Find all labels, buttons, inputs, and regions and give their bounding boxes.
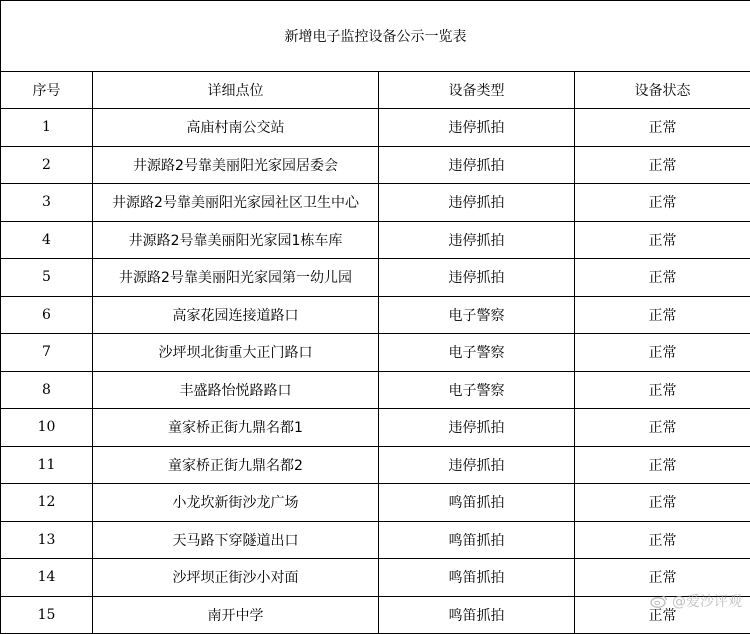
- row-number: 6: [1, 296, 93, 334]
- row-device-type: 鸣笛抓拍: [379, 484, 575, 522]
- row-number: 15: [1, 596, 93, 634]
- row-device-type: 违停抓拍: [379, 184, 575, 222]
- row-location: 高庙村南公交站: [93, 109, 379, 147]
- table-row: [1, 184, 750, 222]
- row-device-status: 正常: [575, 409, 750, 447]
- row-device-type: 电子警察: [379, 296, 575, 334]
- row-location: 沙坪坝北街重大正门路口: [93, 334, 379, 372]
- row-device-status: 正常: [575, 596, 750, 634]
- row-device-type: 鸣笛抓拍: [379, 559, 575, 597]
- table-title: 新增电子监控设备公示一览表: [1, 1, 750, 72]
- row-device-status: 正常: [575, 559, 750, 597]
- row-number: 2: [1, 146, 93, 184]
- table-row: [1, 446, 750, 484]
- row-number: 13: [1, 521, 93, 559]
- table-row: [1, 484, 750, 522]
- row-location: 高家花园连接道路口: [93, 296, 379, 334]
- title-row: [1, 1, 750, 72]
- row-number: 3: [1, 184, 93, 222]
- row-number: 5: [1, 259, 93, 297]
- row-number: 7: [1, 334, 93, 372]
- header-type: 设备类型: [379, 72, 575, 109]
- table-row: [1, 146, 750, 184]
- row-number: 11: [1, 446, 93, 484]
- row-device-type: 违停抓拍: [379, 146, 575, 184]
- table-body: [1, 109, 750, 634]
- row-location: 天马路下穿隧道出口: [93, 521, 379, 559]
- row-device-type: 违停抓拍: [379, 259, 575, 297]
- table-row: [1, 521, 750, 559]
- table-row: [1, 109, 750, 147]
- row-device-type: 鸣笛抓拍: [379, 521, 575, 559]
- table-row: [1, 334, 750, 372]
- table-row: [1, 596, 750, 634]
- row-device-status: 正常: [575, 371, 750, 409]
- row-number: 4: [1, 221, 93, 259]
- header-status: 设备状态: [575, 72, 750, 109]
- row-number: 12: [1, 484, 93, 522]
- row-device-type: 违停抓拍: [379, 409, 575, 447]
- row-device-status: 正常: [575, 521, 750, 559]
- row-location: 井源路2号靠美丽阳光家园居委会: [93, 146, 379, 184]
- row-location: 井源路2号靠美丽阳光家园第一幼儿园: [93, 259, 379, 297]
- row-device-status: 正常: [575, 484, 750, 522]
- row-device-status: 正常: [575, 259, 750, 297]
- table-row: [1, 221, 750, 259]
- header-location: 详细点位: [93, 72, 379, 109]
- header-row: [1, 72, 750, 109]
- row-location: 南开中学: [93, 596, 379, 634]
- header-no: 序号: [1, 72, 93, 109]
- row-device-type: 违停抓拍: [379, 109, 575, 147]
- row-device-status: 正常: [575, 446, 750, 484]
- row-device-status: 正常: [575, 146, 750, 184]
- table-row: [1, 259, 750, 297]
- row-number: 14: [1, 559, 93, 597]
- row-device-status: 正常: [575, 334, 750, 372]
- row-location: 童家桥正街九鼎名都1: [93, 409, 379, 447]
- row-location: 小龙坎新街沙龙广场: [93, 484, 379, 522]
- row-location: 沙坪坝正街沙小对面: [93, 559, 379, 597]
- table-row: [1, 371, 750, 409]
- row-device-type: 电子警察: [379, 334, 575, 372]
- table-row: [1, 296, 750, 334]
- row-location: 丰盛路怡悦路路口: [93, 371, 379, 409]
- row-device-status: 正常: [575, 296, 750, 334]
- row-device-status: 正常: [575, 184, 750, 222]
- row-device-type: 违停抓拍: [379, 221, 575, 259]
- row-device-type: 违停抓拍: [379, 446, 575, 484]
- row-device-status: 正常: [575, 221, 750, 259]
- row-device-type: 电子警察: [379, 371, 575, 409]
- row-number: 8: [1, 371, 93, 409]
- row-device-status: 正常: [575, 109, 750, 147]
- row-number: 10: [1, 409, 93, 447]
- row-location: 井源路2号靠美丽阳光家园社区卫生中心: [93, 184, 379, 222]
- row-device-type: 鸣笛抓拍: [379, 596, 575, 634]
- table-row: [1, 559, 750, 597]
- watermark-text: @爱沙评观: [672, 591, 742, 611]
- table-row: [1, 409, 750, 447]
- row-number: 1: [1, 109, 93, 147]
- row-location: 童家桥正街九鼎名都2: [93, 446, 379, 484]
- row-location: 井源路2号靠美丽阳光家园1栋车库: [93, 221, 379, 259]
